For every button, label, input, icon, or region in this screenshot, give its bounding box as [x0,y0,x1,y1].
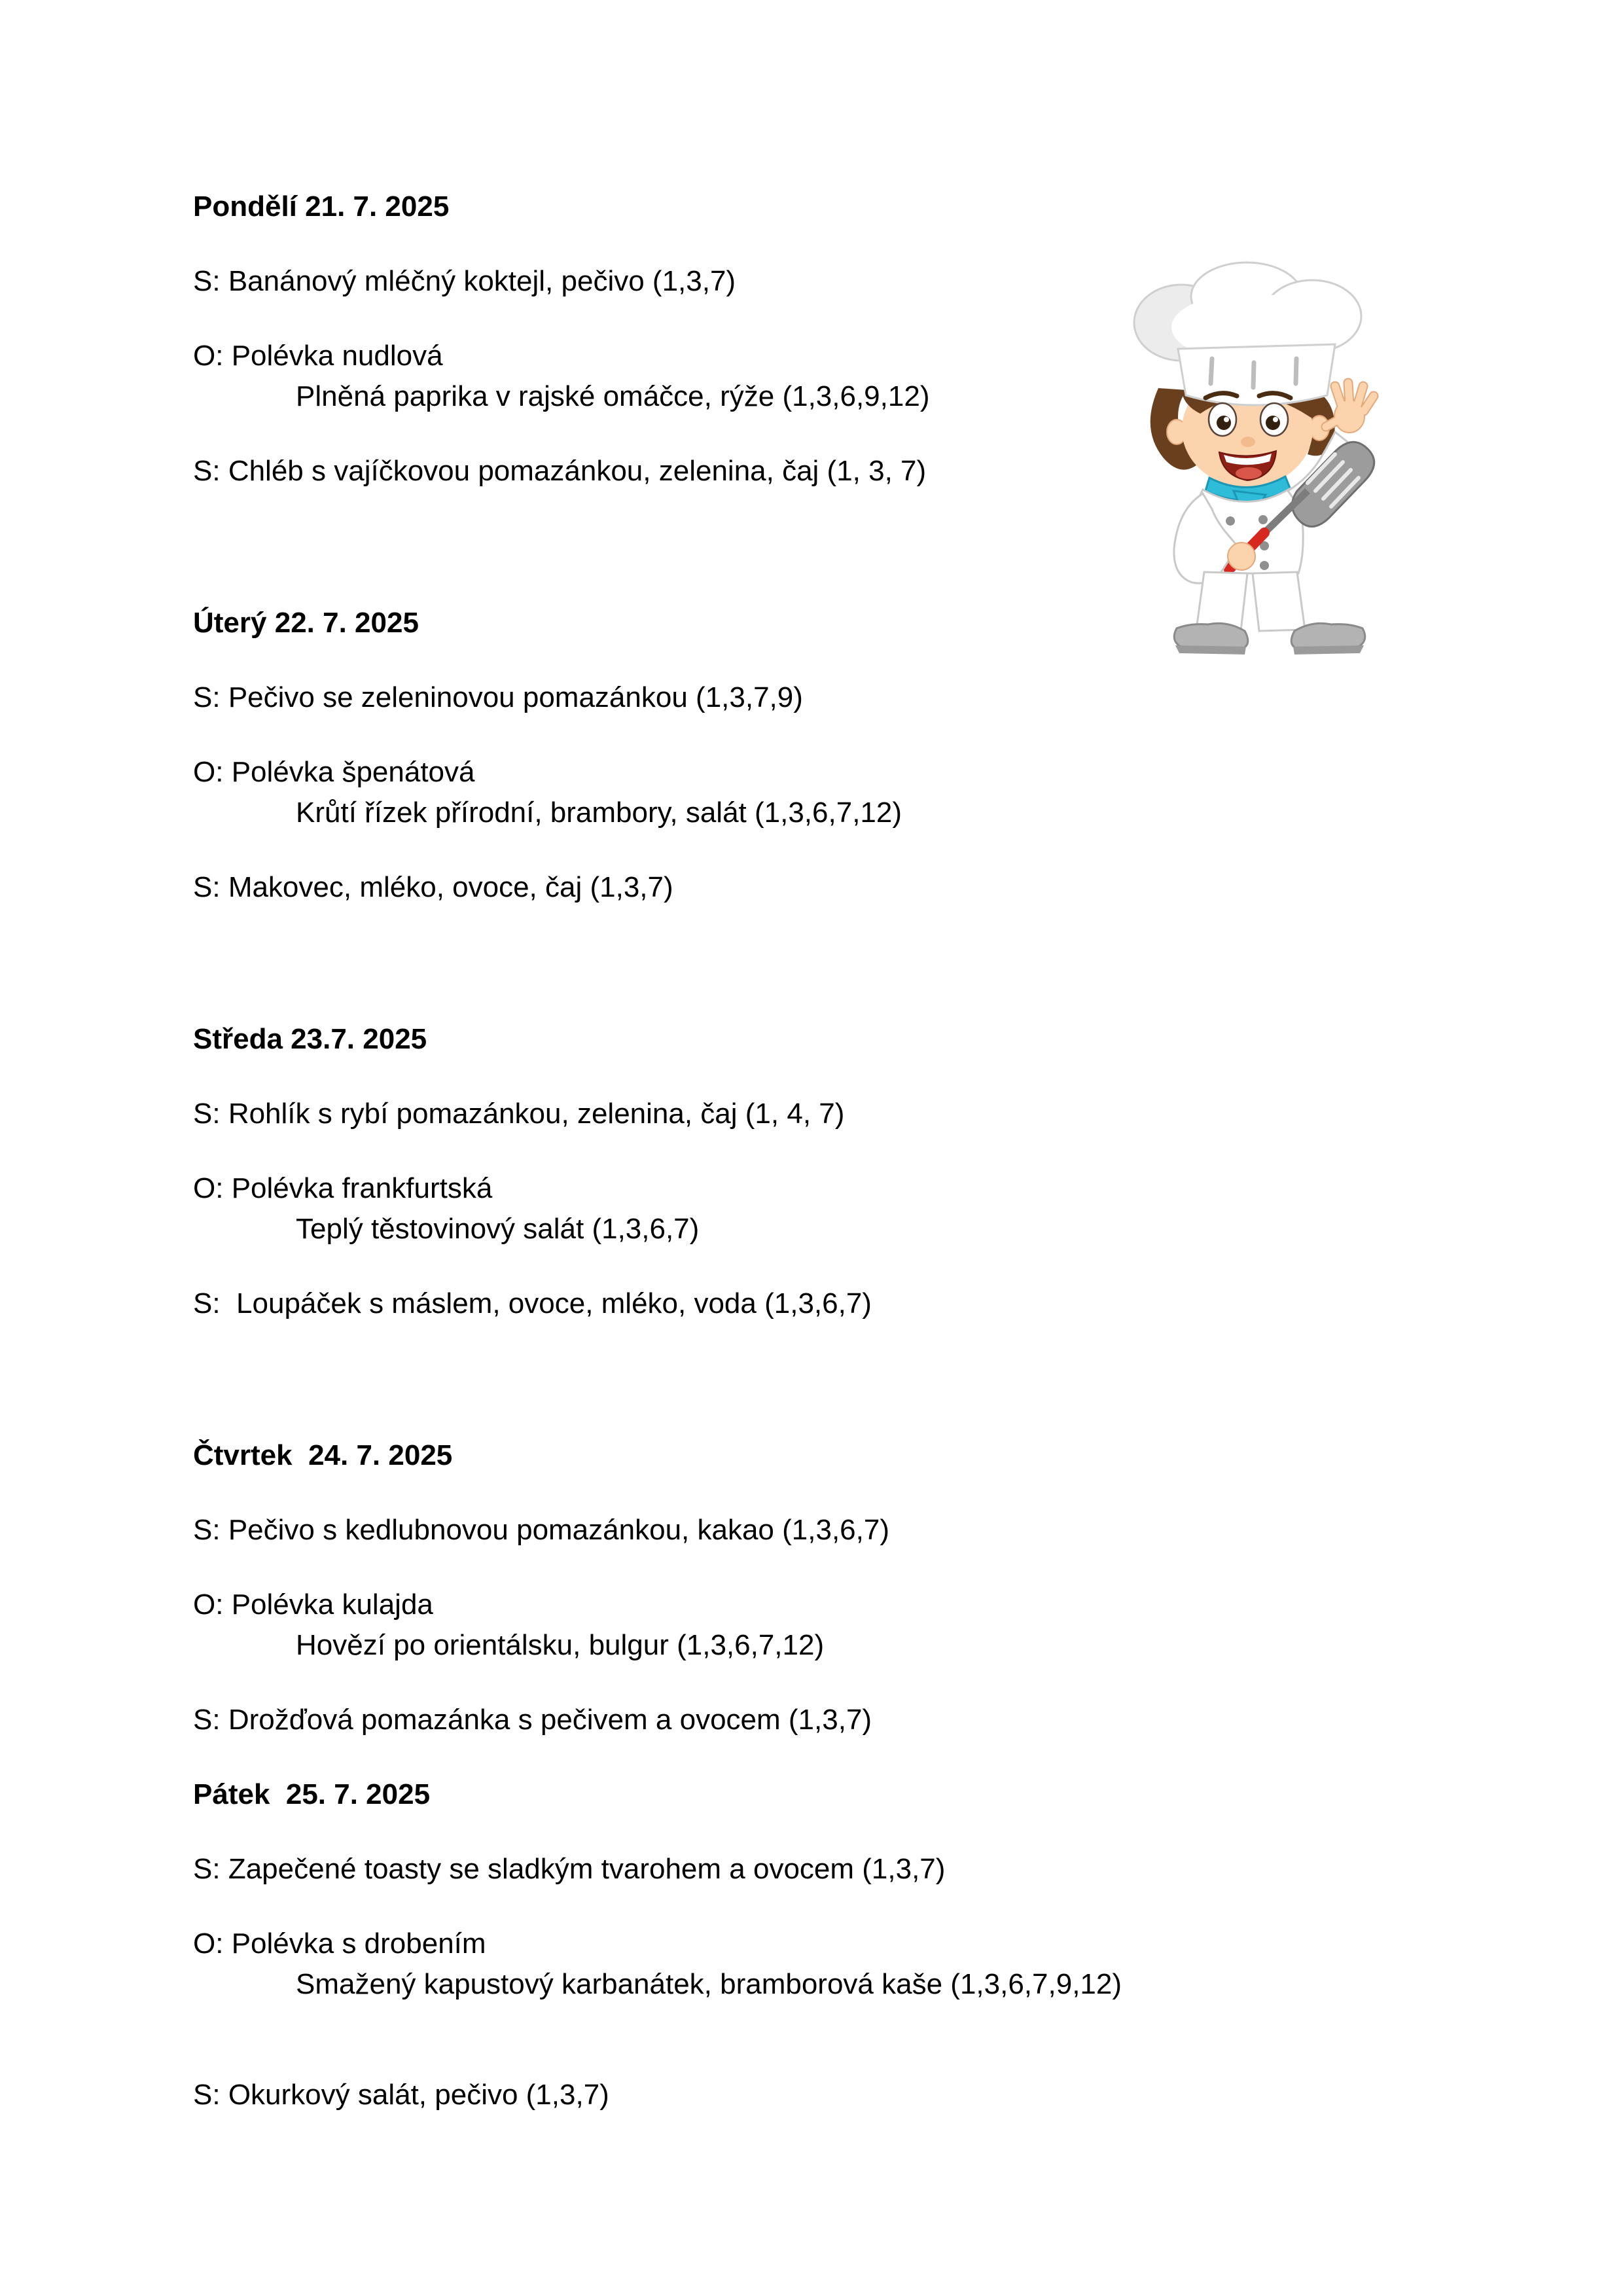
meal-text: Banánový mléčný koktejl, pečivo (1,3,7) [228,265,736,297]
menu-item-lunch [193,1924,1345,2005]
menu-item-lunch [193,1168,1345,1249]
meal-prefix: S: [193,1514,221,1546]
meal-text: Rohlík s rybí pomazánkou, zelenina, čaj (1, 4, 7) [228,1098,845,1130]
meal-prefix: S: [193,265,221,297]
meal-prefix: S: [193,1853,221,1885]
meal-prefix: S: [193,681,221,713]
meal-prefix: O: [193,1172,224,1204]
lunch-main-course: Smažený kapustový karbanátek, bramborová kaše (1,3,6,7,9,12) [296,1968,1122,2000]
day-heading: Pondělí 21. 7. 2025 [193,190,450,223]
lunch-soup: Polévka nudlová [231,340,443,372]
meal-prefix: O: [193,756,224,788]
day-block-thursday [193,1358,1345,1774]
day-block-wednesday [193,942,1345,1358]
menu-item-afternoon-snack [193,867,1345,908]
meal-prefix: O: [193,1588,224,1621]
menu-item-lunch [193,752,1345,833]
lunch-soup: Polévka frankfurtská [231,1172,493,1204]
menu-item-morning-snack [193,677,1345,718]
lunch-main-course: Teplý těstovinový salát (1,3,6,7) [296,1213,700,1245]
meal-text: Chléb s vajíčkovou pomazánkou, zelenina, čaj (1, 3, 7) [228,455,927,487]
meal-prefix: O: [193,340,224,372]
menu-item-lunch [193,1585,1345,1666]
meal-prefix: O: [193,1928,224,1960]
day-heading: Středa 23.7. 2025 [193,1023,427,1055]
menu-item-morning-snack [193,1849,1345,1890]
meal-prefix: S: [193,2079,221,2111]
chef-illustration [1113,260,1427,666]
menu-item-afternoon-snack [193,2075,1345,2115]
meal-text: Pečivo s kedlubnovou pomazánkou, kakao (1,3,6,7) [228,1514,889,1546]
chef-legs [1196,572,1305,631]
day-heading: Pátek 25. 7. 2025 [193,1778,431,1810]
lunch-main-course: Plněná paprika v rajské omáčce, rýže (1,3,6,9,12) [296,380,930,412]
lunch-main-course: Hovězí po orientálsku, bulgur (1,3,6,7,12) [296,1629,825,1661]
lunch-soup: Polévka s drobením [231,1928,486,1960]
day-block-friday [193,1774,1345,2149]
meal-text: Zapečené toasty se sladkým tvarohem a ovocem (1,3,7) [228,1853,946,1885]
meal-text: Drožďová pomazánka s pečivem a ovocem (1,3,7) [228,1704,872,1736]
lunch-soup: Polévka kulajda [231,1588,433,1621]
meal-prefix: S: [193,1704,221,1736]
lunch-soup: Polévka špenátová [231,756,475,788]
lunch-main-course: Krůtí řízek přírodní, brambory, salát (1,3,6,7,12) [296,797,902,829]
menu-item-morning-snack [193,1094,1345,1134]
meal-text: Loupáček s máslem, ovoce, mléko, voda (1,3,6,7) [228,1287,872,1319]
day-heading: Čtvrtek 24. 7. 2025 [193,1439,453,1471]
chef-hat [1134,262,1361,405]
meal-text: Okurkový salát, pečivo (1,3,7) [228,2079,609,2111]
menu-item-morning-snack [193,1510,1345,1551]
meal-prefix: S: [193,871,221,903]
meal-text: Pečivo se zeleninovou pomazánkou (1,3,7,9) [228,681,803,713]
meal-prefix: S: [193,455,221,487]
meal-text: Makovec, mléko, ovoce, čaj (1,3,7) [228,871,673,903]
menu-item-afternoon-snack [193,1283,1345,1324]
meal-prefix: S: [193,1287,221,1319]
day-heading: Úterý 22. 7. 2025 [193,607,419,639]
meal-prefix: S: [193,1098,221,1130]
menu-item-afternoon-snack [193,1700,1345,1740]
